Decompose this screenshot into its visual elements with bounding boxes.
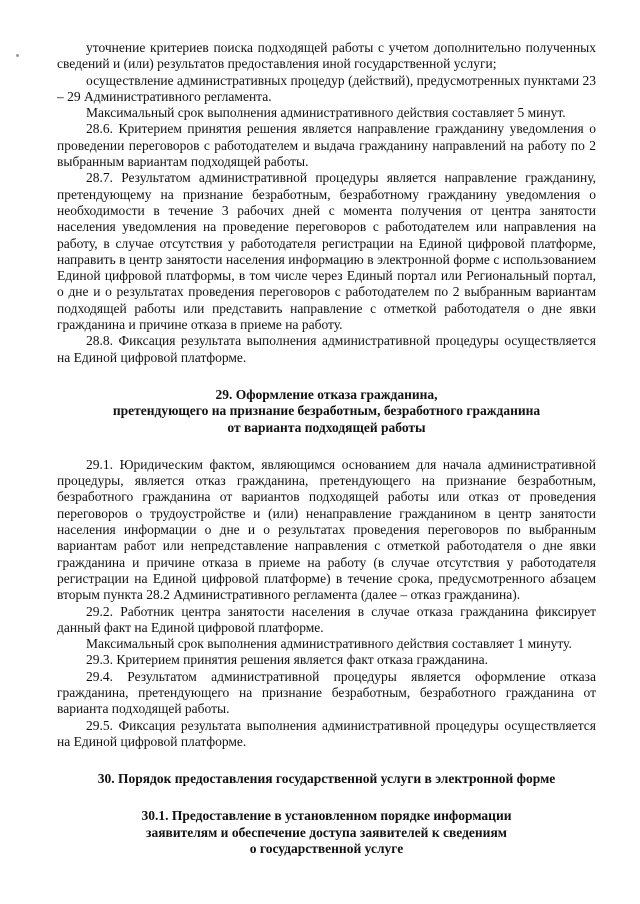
heading-line: 29. Оформление отказа гражданина, — [215, 386, 438, 402]
heading-line: о государственной услуге — [249, 841, 404, 857]
section-30-1-heading — [57, 808, 596, 857]
paragraph: 29.5. Фиксация результата выполнения административной процедуры осуществляется на Единой цифровой платформе. — [57, 717, 596, 749]
paragraph: 29.4. Результатом административной процедуры является оформление отказа гражданина, претендующего на признание безработным, безработного гражданина от варианта подходящей работы. — [57, 668, 596, 717]
scan-dot — [16, 54, 19, 57]
paragraphs-29 — [57, 457, 596, 750]
paragraphs-top — [57, 40, 596, 366]
paragraph: 28.7. Результатом административной процедуры является направление гражданину, претендующему на признание безработным, безработному гражданину уведомления о необходимости в течение 3 рабочих дней с момента получения от центра занятости населения уведомления на проведение переговоров с работодателем или направления на работу, в случае отсутствия у работодателя регистрации на Единой цифровой платформе, направить в центр занятости населения информацию в электронной форме с использованием Единой цифровой платформы, в том числе через Единый портал или Региональный портал, о дне и о результатах проведения переговоров с работодателем по 2 выбранным вариантам подходящей работы или представить направление с отметкой работодателя о дне явки гражданина и причине отказа в приеме на работу. — [57, 170, 596, 333]
heading-line: претендующего на признание безработным, безработного гражданина — [112, 403, 541, 419]
paragraph: 29.3. Критерием принятия решения является факт отказа гражданина. — [86, 652, 489, 668]
paragraph: Максимальный срок выполнения административного действия составляет 1 минуту. — [86, 636, 572, 652]
paragraph: уточнение критериев поиска подходящей работы с учетом дополнительно полученных сведений и (или) результатов предоставления иной государственной услуги; — [57, 40, 596, 72]
paragraph: Максимальный срок выполнения административного действия составляет 5 минут. — [86, 105, 566, 121]
paragraph: 29.2. Работник центра занятости населения в случае отказа гражданина фиксирует данный факт на Единой цифровой платформе. — [57, 603, 596, 635]
paragraph: осуществление административных процедур (действий), предусмотренных пунктами 23 – 29 Административного регламента. — [57, 72, 596, 104]
heading-line: 30.1. Предоставление в установленном порядке информации — [141, 808, 512, 824]
paragraph: 28.6. Критерием принятия решения является направление гражданину уведомления о проведении переговоров с работодателем и выдача гражданину направлений на работу по 2 выбранным вариантам подходящей работы. — [57, 121, 596, 170]
section-30-heading: 30. Порядок предоставления государственной услуги в электронной форме — [97, 771, 556, 787]
paragraph: 28.8. Фиксация результата выполнения административной процедуры осуществляется на Единой цифровой платформе. — [57, 333, 596, 365]
heading-line: заявителям и обеспечение доступа заявителей к сведениям — [146, 824, 507, 840]
paragraph: 29.1. Юридическим фактом, являющимся основанием для начала административной процедуры, является отказ гражданина, претендующего на признание безработным, безработного гражданина от вариантов подходящей работы или отказ от проведения переговоров о трудоустройстве и (или) ненаправление гражданином в центр занятости населения информации о дне и о результатах проведения переговоров по выбранным вариантам работ или непредставление направления с отметкой работодателя о дне явки гражданина и причине отказа в приеме на работу (в случае отсутствия у работодателя регистрации на Единой цифровой платформе) в течение срока, предусмотренного абзацем вторым пункта 28.2 Административного регламента (далее – отказ гражданина). — [57, 456, 596, 603]
heading-line: от варианта подходящей работы — [227, 419, 426, 435]
section-29-heading — [57, 387, 596, 436]
